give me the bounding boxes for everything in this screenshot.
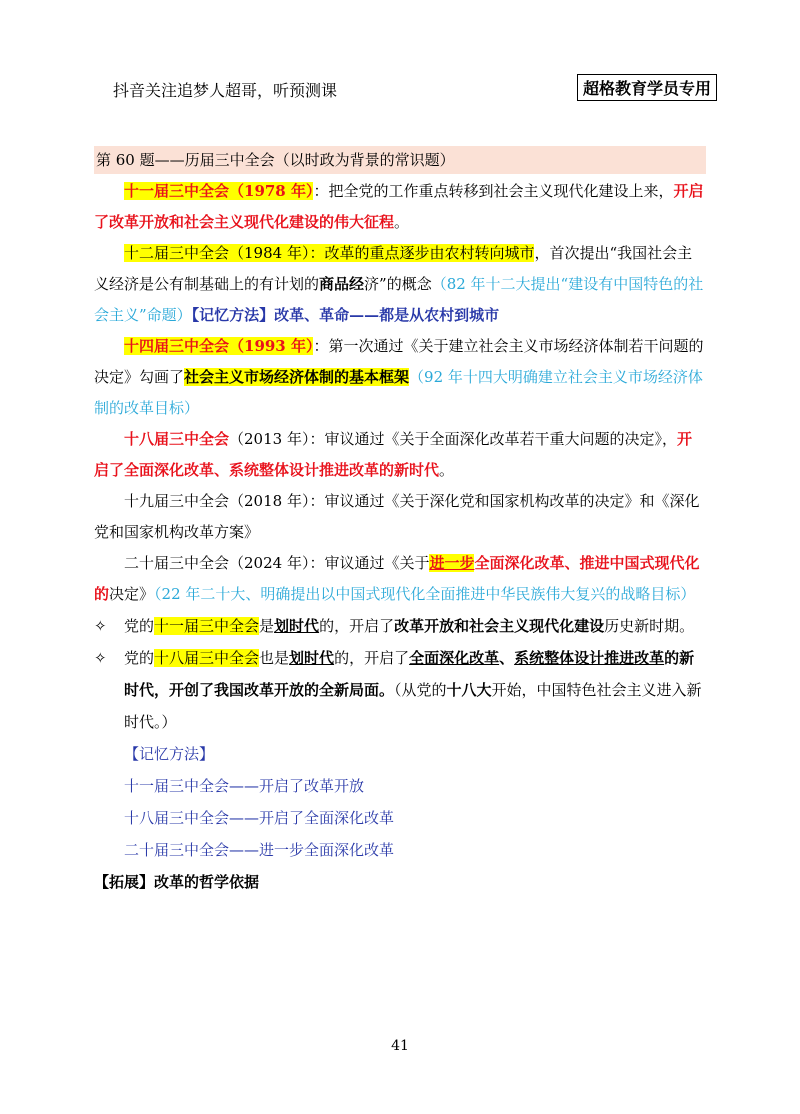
memory-method-title: 【记忆方法】 <box>124 745 215 763</box>
note-text: （92 年十四大明确建立社会主义市场经济体制的改革目标） <box>94 368 703 417</box>
memory-item: 二十届三中全会——进一步全面深化改革 <box>124 841 395 859</box>
text: 。 <box>439 461 455 479</box>
header-promo-text: 抖音关注追梦人超哥，听预测课 <box>113 81 338 100</box>
highlight-text: 十一届三中全会 <box>154 617 260 635</box>
bold-text: 商品经 <box>319 275 365 293</box>
memory-item: 十八届三中全会——开启了全面深化改革 <box>124 809 395 827</box>
emphasis-text: 全面深化改革、推进中国式现代化的 <box>94 554 700 603</box>
highlight-further: 进一步 <box>429 554 475 572</box>
emphasis-text: 开启了改革开放和社会主义现代化建设的伟大征程 <box>94 182 704 231</box>
page-number: 41 <box>391 1038 409 1054</box>
note-text: （82 年十二大提出“建设有中国特色的社会主义”命题） <box>94 275 704 324</box>
text: 开始，中国特色社会主义进入新时代。） <box>124 681 702 731</box>
bold-text: 改革开放和社会主义现代化建设 <box>394 617 605 635</box>
highlight-text: 十八届三中全会 <box>154 649 260 667</box>
text: 。 <box>394 213 410 231</box>
highlight-11th-plenum: 十一届三中全会（1978 年） <box>124 182 314 200</box>
text: 也是 <box>259 649 290 667</box>
paragraph-19th-plenum: 十九届三中全会（2018 年）：审议通过《关于深化党和国家机构改革的决定》和《深化党和国家机构改革方案》 <box>94 492 700 541</box>
bullet-item-1 <box>94 610 706 642</box>
highlight-14th-plenum: 十四届三中全会（1993 年） <box>124 337 314 355</box>
text: ：第一次通过《关于建立社会主义市场经济体制若干问题的决定》勾画了 <box>94 337 704 386</box>
text: 党的 <box>124 617 155 635</box>
text: 的，开启了 <box>319 617 395 635</box>
extension-heading: 【拓展】改革的哲学依据 <box>94 873 260 891</box>
bold-underline-text: 划时代 <box>274 617 320 635</box>
bold-text: 、 <box>499 649 515 667</box>
note-text: （22 年二十大、明确提出以中国式现代化全面推进中华民族伟大复兴的战略目标） <box>154 585 696 603</box>
question-section <box>94 146 706 898</box>
text: 的，开启了 <box>334 649 410 667</box>
paragraph-11th-plenum <box>94 176 706 238</box>
diamond-bullet-icon: ✧ <box>94 649 107 667</box>
text: 二十届三中全会（2024 年）：审议通过《关于 <box>124 554 430 572</box>
diamond-bullet-icon: ✧ <box>94 617 107 635</box>
paragraph-20th-plenum <box>94 548 706 610</box>
memory-item: 十一届三中全会——开启了改革开放 <box>124 777 365 795</box>
text: （2013 年）：审议通过《关于全面深化改革若干重大问题的决定》， <box>229 430 677 448</box>
text: 决定》 <box>109 585 155 603</box>
question-title: 第 60 题——历届三中全会（以时政为背景的常识题） <box>94 146 706 174</box>
memory-tip: 【记忆方法】改革、革命——都是从农村到城市 <box>191 306 500 324</box>
text: （从党的 <box>394 681 447 699</box>
text: ，首次提出“我国社会主义经济是公有制基础上的有计划的 <box>94 244 693 293</box>
header-badge: 超格教育学员专用 <box>577 74 717 101</box>
text: 是 <box>259 617 275 635</box>
text: 济”的概念 <box>364 275 432 293</box>
paragraph-18th-plenum <box>94 424 706 486</box>
highlight-framework: 社会主义市场经济体制的基本框架 <box>184 368 410 386</box>
emphasis-text: 开启了全面深化改革、系统整体设计推进改革的新时代 <box>94 430 692 479</box>
paragraph-14th-plenum <box>94 331 706 424</box>
text: ：把全党的工作重点转移到社会主义现代化建设上来， <box>313 182 674 200</box>
emphasis-18th-plenum: 十八届三中全会 <box>124 430 230 448</box>
bold-underline-text: 全面深化改革 <box>409 649 500 667</box>
bold-underline-text: 划时代 <box>289 649 335 667</box>
text: 党的 <box>124 649 155 667</box>
paragraph-12th-plenum <box>94 238 706 331</box>
bold-text: 的新时代，开创了我国改革开放的全新局面。 <box>124 649 695 699</box>
bold-underline-text: 系统整体设计推进改革 <box>514 649 665 667</box>
highlight-12th-plenum: 十二届三中全会（1984 年）：改革的重点逐步由农村转向城市 <box>124 244 535 262</box>
bold-text: 十八大 <box>446 681 492 699</box>
text: 历史新时期。 <box>604 617 695 635</box>
bullet-item-2 <box>94 642 706 738</box>
